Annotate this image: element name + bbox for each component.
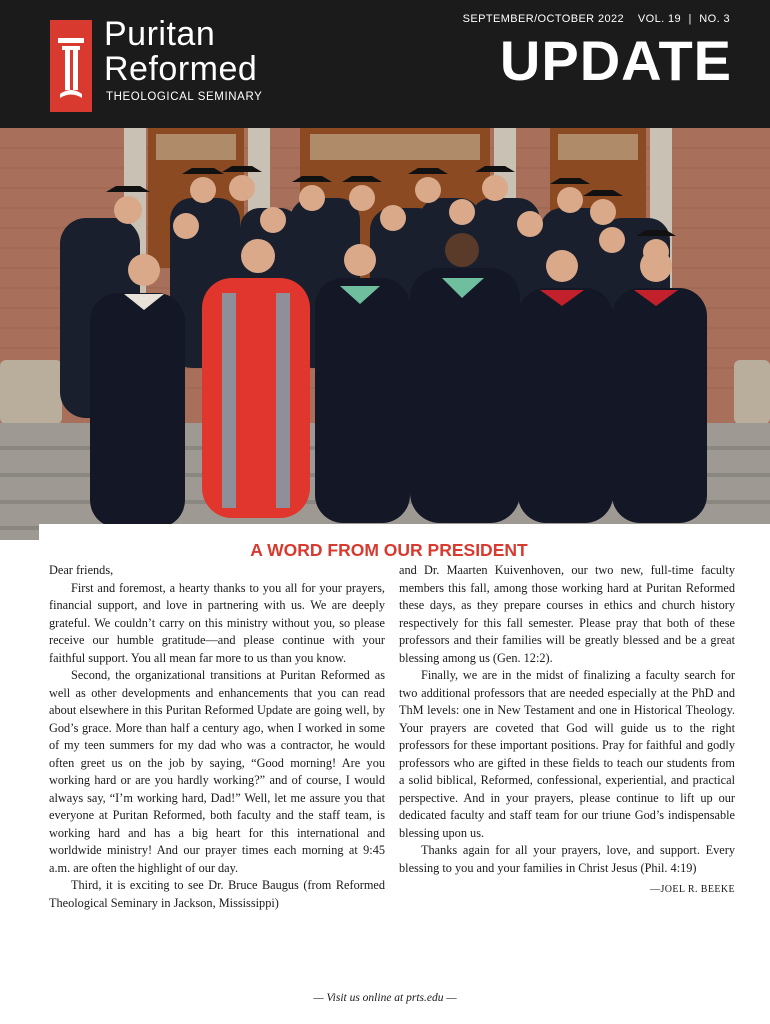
graduates-group-photo [0,128,770,540]
paragraph: First and foremost, a hearty thanks to you all for your prayers, financial support, and love in partnering with us. We are deeply grateful. We couldn’t carry on this ministry without you, so please receive our humble gratitude—and please continue with your faithful support. You all mean far more to us than you know. [49,580,385,665]
issue-date: SEPTEMBER/OCTOBER 2022 [462,13,625,25]
paragraph: Second, the organizational transitions at Puritan Reformed as well as other developments and enhancements that you can read about elsewhere in this Puritan Reformed Update are going well, by God’s grace. More than half a century ago, when I worked in some of my teen summers for my dad who was a contractor, he would often greet us on the job by saying, “Good morning! Are you working hard or are you hardly working?” and of course, I would always say, “I’m working hard, Dad!” Well, let me assure you that everyone at Puritan Reformed, both faculty and the staff team, is working hard and has a big heart for this international and worldwide ministry! And our prayer times each morning at 9:45 a.m. are often the highlight of our day. [49,668,385,875]
article-column-left [49,562,385,912]
article-column-right [399,562,735,899]
paragraph: Third, it is exciting to see Dr. Bruce Baugus (from Reformed Theological Seminary in Jackson, Mississippi) [49,878,385,910]
signature: —JOEL R. BEEKE [650,884,735,895]
president-letter [39,524,770,1024]
issue-separator: | [688,13,692,25]
issue-info [463,13,730,25]
article-headline: A WORD FROM OUR PRESIDENT [250,540,528,560]
brand-name-line2: Reformed [104,50,258,88]
newsletter-title: UPDATE [499,29,732,92]
brand-subtitle: THEOLOGICAL SEMINARY [106,91,263,103]
paragraph: Finally, we are in the midst of finalizing a faculty search for two additional professors that are needed especially at the PhD and ThM levels: one in New Testament and one in Historical Theology. Your prayers are coveted that God will guide us to the right professors for these important positions. Pray for faithful and godly professors who are gifted in these fields to teach our students from a solid biblical, Reformed, confessional, experiential, and practical perspective. And in your prayers, please continue to lift up our dedicated faculty and staff team for our triune God’s indispensable blessing upon us. [399,668,735,840]
issue-number: NO. 3 [699,13,730,25]
brand-name-line1: Puritan [104,15,216,53]
masthead [0,0,770,128]
issue-volume: VOL. 19 [637,13,682,25]
salutation: Dear friends, [49,563,114,577]
website-footer[interactable]: — Visit us online at prts.edu — [313,992,457,1004]
paragraph: Thanks again for all your prayers, love, and support. Every blessing to you and your families in Christ Jesus (Phil. 4:19) [399,843,735,875]
pillar-logo-icon [50,20,92,112]
paragraph-continued: and Dr. Maarten Kuivenhoven, our two new, full-time faculty members this fall, among those working hard at Puritan Reformed these days, as they prepare courses in ethics and church history respectively for this fall semester. Please pray that both of these professors and their families will be greatly blessed and be a great blessing among us (Gen. 12:2). [399,563,735,665]
